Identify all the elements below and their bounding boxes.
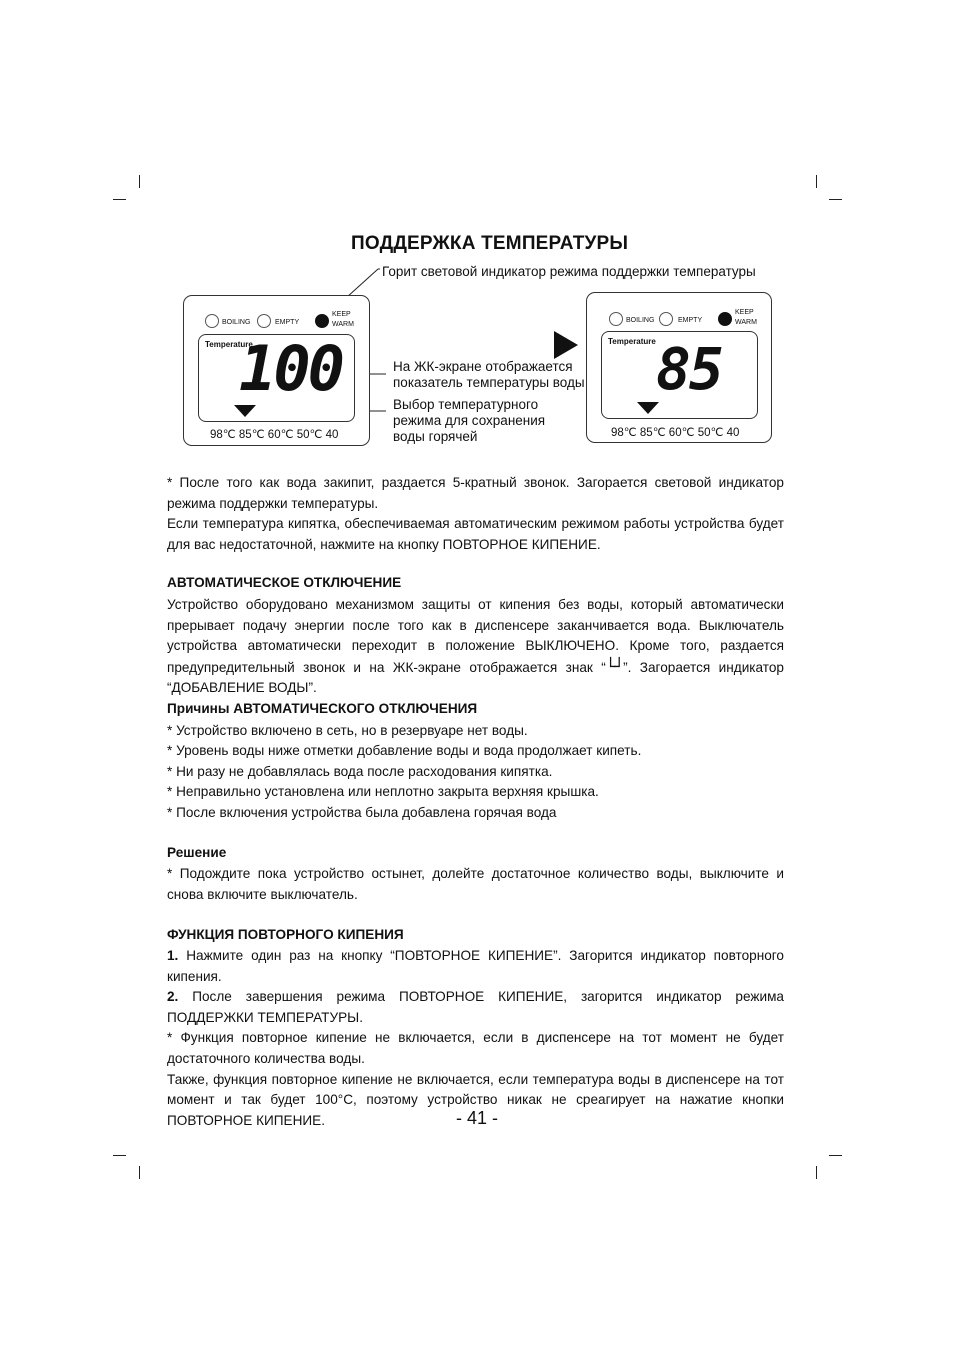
crop-mark [113,1155,126,1156]
warm-label: WARM [332,321,354,328]
lcd-screen [198,334,355,422]
list-item: * Уровень воды ниже отметки добавление воды и вода продолжает кипеть. [167,743,642,759]
selector-arrow-icon [637,402,659,414]
crop-mark [139,1166,140,1179]
auto-off-text-b: ”. Загорается индикатор “ДОБАВЛЕНИЕ ВОДЫ”. [167,659,784,696]
page-number: - 41 - [455,1108,498,1128]
crop-mark [816,1166,817,1179]
boiling-led-icon [609,312,623,326]
control-panel-left [183,295,370,446]
step-text: После завершения режима ПОВТОРНОЕ КИПЕНИЕ, загорится индикатор режима ПОДДЕРЖКИ ТЕМПЕРАТУРЫ. [167,989,784,1025]
crop-mark [829,1155,842,1156]
empty-label: EMPTY [678,317,703,324]
lcd-screen [601,331,758,419]
empty-led-icon [257,314,271,328]
empty-label: EMPTY [275,319,300,326]
warm-label: WARM [735,319,757,326]
callout-display-2: показатель температуры воды [393,375,585,390]
selector-arrow-icon [234,405,256,417]
solution-paragraph: * Подождите пока устройство остынет, долейте достаточное количество воды, выключите и снова включите выключатель. [167,866,784,902]
causes-heading: Причины АВТОМАТИЧЕСКОГО ОТКЛЮЧЕНИЯ [167,701,478,716]
next-arrow-icon [554,331,578,359]
auto-off-text [167,595,784,699]
temperature-label: Temperature [205,340,253,349]
callout-keep-warm: Горит световой индикатор режима поддержки температуры [382,264,756,279]
callout-select-2: режима для сохранения [393,413,546,428]
temperature-reading: 85 [656,335,722,403]
step-number: 2. [167,989,179,1005]
keep-label: KEEP [735,309,754,316]
intro-text [167,473,784,555]
keep-warm-led-icon [718,312,732,326]
causes-list [167,721,784,823]
callout-display-1: На ЖК-экране отображается [393,359,573,374]
empty-water-symbol-icon: └┘ [605,656,624,676]
page-title: ПОДДЕРЖКА ТЕМПЕРАТУРЫ [351,233,629,254]
control-panel-right [586,292,772,443]
reboil-text [167,946,784,1131]
temperature-reading: 100 [239,332,342,405]
list-item: * Ни разу не добавлялась вода после расходования кипятка. [167,763,553,779]
reboil-paragraph-3: * Функция повторное кипение не включается, если в диспенсере на тот момент не будет достаточного количества воды. [167,1030,784,1066]
boiling-label: BOILING [626,317,655,324]
boiling-led-icon [205,314,219,328]
reboil-paragraph-4: Также, функция повторное кипение не включается, если температура воды в диспенсере на тот момент и так будет 100°C, поэтому устройство никак не среагирует на нажатие кнопки ПОВТОРНОЕ КИПЕНИЕ. [167,1071,784,1128]
list-item: * Устройство включено в сеть, но в резервуаре нет воды. [167,723,528,738]
auto-off-heading: АВТОМАТИЧЕСКОЕ ОТКЛЮЧЕНИЕ [167,575,402,590]
list-item: * Неправильно установлена или неплотно закрыта верхняя крышка. [167,784,599,800]
temperature-label: Temperature [608,337,656,346]
solution-text [167,864,784,905]
keep-label: KEEP [332,311,351,318]
intro-paragraph-1: * После того как вода закипит, раздается 5-кратный звонок. Загорается световой индикатор режима поддержки температуры. [167,475,784,511]
boiling-label: BOILING [222,319,251,326]
step-text: Нажмите один раз на кнопку “ПОВТОРНОЕ КИПЕНИЕ”. Загорится индикатор повторного кипения. [167,948,784,984]
auto-off-text-a: Устройство оборудовано механизмом защиты от кипения без воды, который автоматически прерывает подачу энергии после того как в диспенсере заканчивается вода. Выключатель устройства автоматически переходит в положение ВЫКЛЮЧЕНО. Кроме того, раздается предупредительный звонок и на ЖК-экране отображается знак “ [167,597,784,675]
preset-temperatures: 98℃ 85℃ 60℃ 50℃ 40 [611,427,740,439]
step-number: 1. [167,948,179,963]
list-item: * После включения устройства была добавлена горячая вода [167,804,557,820]
callout-select-1: Выбор температурного [393,397,539,412]
solution-heading: Решение [167,845,227,860]
reboil-heading: ФУНКЦИЯ ПОВТОРНОГО КИПЕНИЯ [167,927,404,942]
keep-warm-led-icon [315,314,329,328]
callout-select-3: воды горячей [393,429,478,444]
empty-led-icon [659,312,673,326]
intro-paragraph-2: Если температура кипятка, обеспечиваемая автоматическим режимом работы устройства будет для вас недостаточной, нажмите на кнопку ПОВТОРНОЕ КИПЕНИЕ. [167,516,784,552]
preset-temperatures: 98℃ 85℃ 60℃ 50℃ 40 [210,429,339,441]
